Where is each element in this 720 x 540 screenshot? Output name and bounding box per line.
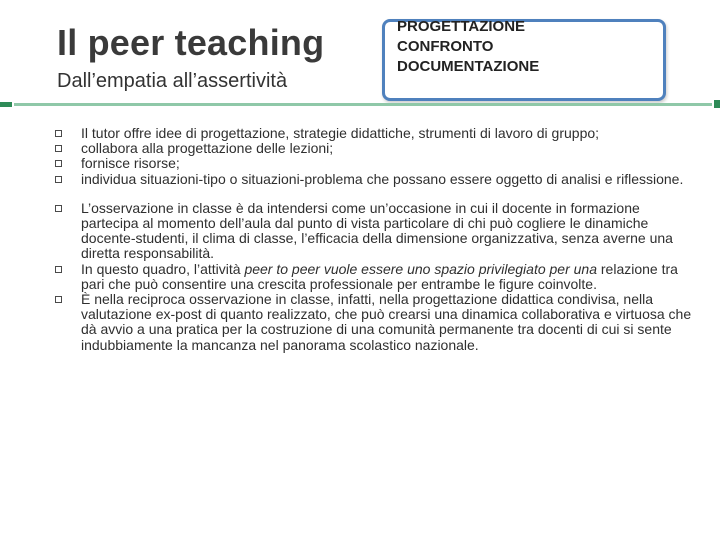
list-item-text-after: relazione tra pari che può consentire una crescita professionale per entrambe le figure coinvolte. [81,260,678,292]
list-item [55,292,695,353]
callout-line-progettazione: PROGETTAZIONE [397,18,526,35]
list-item [55,172,695,187]
list-item-text: collabora alla progettazione delle lezioni; [81,140,334,157]
square-bullet-icon [55,176,62,183]
slide-subtitle: Dall’empatia all’assertività [57,70,288,92]
square-bullet-icon [55,205,62,212]
list-item [55,126,695,141]
square-bullet-icon [55,266,62,273]
divider-end-accent [714,100,720,108]
square-bullet-icon [55,145,62,152]
list-item [55,262,695,292]
list-spacer [55,187,695,201]
list-item-text-italic: peer to peer vuole essere uno spazio privilegiato per una [244,260,597,277]
list-item-text: L’osservazione in classe è da intendersi come un’occasione in cui il docente in formazione partecipa al momento dell’aula dal punto di vista particolare di chi può cogliere le dinamiche docente-studenti, il clima di classe, l’efficacia della dimensione organizzativa, senza averne una diretta responsabilità. [81,199,673,262]
list-item [55,201,695,262]
callout-line-confronto: CONFRONTO [397,38,494,55]
list-item-text: individua situazioni-tipo o situazioni-problema che possano essere oggetto di analisi e riflessione. [81,170,684,187]
divider-accent [0,102,12,107]
list-item-text: Il tutor offre idee di progettazione, strategie didattiche, strumenti di lavoro di gruppo; [81,125,600,141]
callout-line-documentazione: DOCUMENTAZIONE [397,58,540,75]
square-bullet-icon [55,160,62,167]
square-bullet-icon [55,296,62,303]
bullet-list [55,126,695,353]
list-item-text: fornisce risorse; [81,155,180,172]
list-item [55,156,695,171]
divider-line [14,103,712,106]
slide-title: Il peer teaching [57,22,325,63]
header-divider [0,102,712,107]
list-item-text-before: In questo quadro, l’attività [81,260,245,277]
list-item [55,141,695,156]
callout-box [382,19,666,101]
square-bullet-icon [55,130,62,137]
list-item-text: È nella reciproca osservazione in classe, infatti, nella progettazione didattica condivisa, nella valutazione ex-post di quanto realizzato, che può crearsi una dinamica collaborativa e virtuosa che dà avvio a una pratica per la costruzione di una comunità permanente tra docenti di cui si sente indubbiamente la mancanza nel panorama scolastico nazionale. [81,291,692,353]
